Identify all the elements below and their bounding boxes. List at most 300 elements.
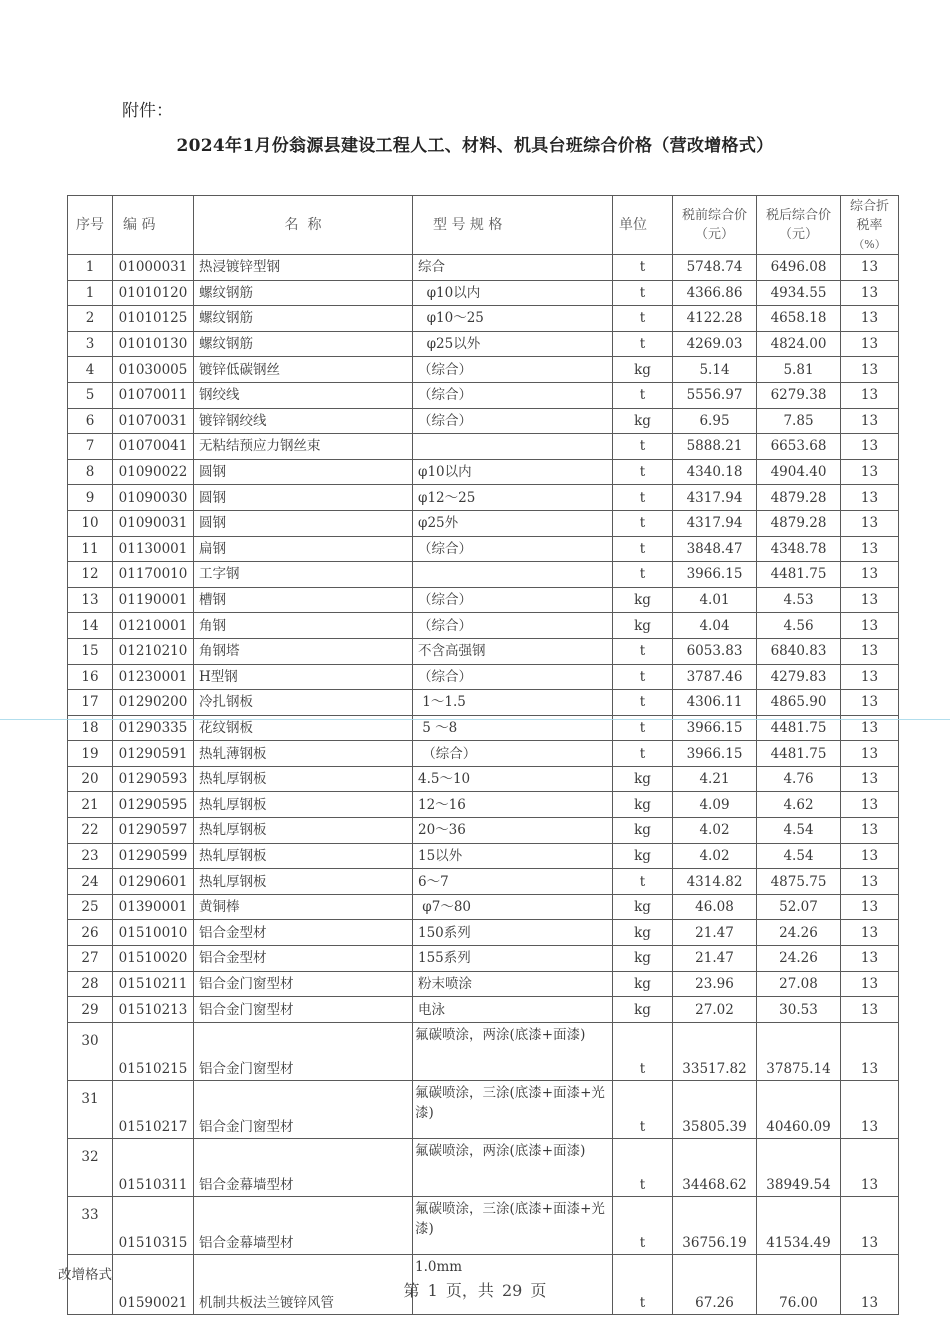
table-row <box>68 434 899 460</box>
row-seq: 16 <box>68 664 113 690</box>
row-pre-tax-price: 5556.97 <box>673 382 757 408</box>
row-spec: （综合） <box>413 741 613 767</box>
table-row <box>68 1080 899 1138</box>
row-pre-tax-price: 4317.94 <box>673 510 757 536</box>
header-seq: 序号 <box>68 196 113 255</box>
row-seq: 26 <box>68 920 113 946</box>
row-seq: 6 <box>68 408 113 434</box>
table-row <box>68 690 899 716</box>
row-post-tax-price: 4934.55 <box>757 280 841 306</box>
row-seq: 9 <box>68 485 113 511</box>
row-unit: t <box>613 382 673 408</box>
row-pre-tax-price: 4.02 <box>673 843 757 869</box>
table-row <box>68 971 899 997</box>
row-spec: 5 ～8 <box>413 715 613 741</box>
row-pre-tax-price: 3787.46 <box>673 664 757 690</box>
row-seq: 8 <box>68 459 113 485</box>
row-seq: 2 <box>68 306 113 332</box>
row-name: 铝合金门窗型材 <box>194 1022 413 1080</box>
row-name: 铝合金幕墙型材 <box>194 1138 413 1196</box>
table-row <box>68 536 899 562</box>
row-unit: kg <box>613 997 673 1023</box>
row-unit: t <box>613 638 673 664</box>
row-seq: 33 <box>68 1196 113 1254</box>
row-name: 热浸镀锌型钢 <box>194 255 413 281</box>
row-unit: t <box>613 1080 673 1138</box>
row-pre-tax-price: 46.08 <box>673 894 757 920</box>
table-row <box>68 562 899 588</box>
row-pre-tax-price: 3966.15 <box>673 741 757 767</box>
row-pre-tax-price: 34468.62 <box>673 1138 757 1196</box>
row-seq: 27 <box>68 946 113 972</box>
document-title: 2024年1月份翁源县建设工程人工、材料、机具台班综合价格（营改增格式） <box>176 136 774 156</box>
row-post-tax-price: 52.07 <box>757 894 841 920</box>
row-unit: t <box>613 459 673 485</box>
header-unit: 单位 <box>613 196 673 255</box>
header-spec: 型 号 规 格 <box>413 196 613 255</box>
row-post-tax-price: 4865.90 <box>757 690 841 716</box>
row-post-tax-price: 4658.18 <box>757 306 841 332</box>
row-spec: 155系列 <box>413 946 613 972</box>
row-post-tax-price: 4.54 <box>757 818 841 844</box>
row-unit: t <box>613 741 673 767</box>
row-seq: 23 <box>68 843 113 869</box>
row-pre-tax-price: 4.04 <box>673 613 757 639</box>
row-post-tax-price: 4481.75 <box>757 741 841 767</box>
row-code: 01090031 <box>113 510 194 536</box>
row-pre-tax-price: 67.26 <box>673 1254 757 1314</box>
row-tax-rate: 13 <box>841 843 899 869</box>
table-row <box>68 485 899 511</box>
row-post-tax-price: 6279.38 <box>757 382 841 408</box>
row-code: 01010130 <box>113 331 194 357</box>
row-code: 01290597 <box>113 818 194 844</box>
row-code: 01510315 <box>113 1196 194 1254</box>
row-tax-rate: 13 <box>841 255 899 281</box>
row-post-tax-price: 4.53 <box>757 587 841 613</box>
row-spec: （综合） <box>413 382 613 408</box>
row-name: 螺纹钢筋 <box>194 280 413 306</box>
row-name: 螺纹钢筋 <box>194 331 413 357</box>
row-post-tax-price: 27.08 <box>757 971 841 997</box>
row-tax-rate: 13 <box>841 920 899 946</box>
row-seq: 29 <box>68 997 113 1023</box>
row-tax-rate: 13 <box>841 613 899 639</box>
table-row <box>68 255 899 281</box>
row-seq: 1 <box>68 280 113 306</box>
table-row <box>68 306 899 332</box>
row-name: 热轧厚钢板 <box>194 766 413 792</box>
row-spec: （综合） <box>413 613 613 639</box>
row-tax-rate: 13 <box>841 946 899 972</box>
row-tax-rate: 13 <box>841 459 899 485</box>
row-post-tax-price: 5.81 <box>757 357 841 383</box>
price-table <box>58 195 899 1315</box>
row-tax-rate: 13 <box>841 434 899 460</box>
row-tax-rate: 13 <box>841 1080 899 1138</box>
row-code: 01030005 <box>113 357 194 383</box>
row-post-tax-price: 4.56 <box>757 613 841 639</box>
table-row <box>68 638 899 664</box>
row-unit: t <box>613 306 673 332</box>
table-row <box>68 587 899 613</box>
row-name: 冷扎钢板 <box>194 690 413 716</box>
row-unit: kg <box>613 894 673 920</box>
row-pre-tax-price: 4269.03 <box>673 331 757 357</box>
row-tax-rate: 13 <box>841 510 899 536</box>
table-row <box>68 408 899 434</box>
row-pre-tax-price: 5.14 <box>673 357 757 383</box>
row-tax-rate: 13 <box>841 690 899 716</box>
row-pre-tax-price: 4.09 <box>673 792 757 818</box>
row-tax-rate: 13 <box>841 587 899 613</box>
row-code: 01510217 <box>113 1080 194 1138</box>
row-tax-rate: 13 <box>841 869 899 895</box>
row-name: 螺纹钢筋 <box>194 306 413 332</box>
row-code: 01070011 <box>113 382 194 408</box>
row-unit: kg <box>613 357 673 383</box>
row-tax-rate: 13 <box>841 1022 899 1080</box>
row-spec: 氟碳喷涂，三涂(底漆+面漆+光漆) <box>413 1196 613 1254</box>
row-spec <box>413 434 613 460</box>
row-seq: 22 <box>68 818 113 844</box>
header-pre-tax-line2: （元） <box>694 227 734 242</box>
table-row <box>68 357 899 383</box>
row-code: 01290593 <box>113 766 194 792</box>
row-post-tax-price: 4481.75 <box>757 562 841 588</box>
row-tax-rate: 13 <box>841 408 899 434</box>
row-code: 01000031 <box>113 255 194 281</box>
row-tax-rate: 13 <box>841 306 899 332</box>
row-code: 01510215 <box>113 1022 194 1080</box>
row-pre-tax-price: 4.01 <box>673 587 757 613</box>
row-spec: φ12～25 <box>413 485 613 511</box>
row-unit: kg <box>613 613 673 639</box>
row-unit: t <box>613 1138 673 1196</box>
row-spec: 电泳 <box>413 997 613 1023</box>
row-name: 圆钢 <box>194 459 413 485</box>
row-code: 01190001 <box>113 587 194 613</box>
row-unit: t <box>613 536 673 562</box>
row-unit: t <box>613 562 673 588</box>
row-code: 01010125 <box>113 306 194 332</box>
table-row <box>68 1022 899 1080</box>
row-code: 01070041 <box>113 434 194 460</box>
row-unit: kg <box>613 408 673 434</box>
row-name: 花纹钢板 <box>194 715 413 741</box>
row-name: 热轧薄钢板 <box>194 741 413 767</box>
row-seq: 12 <box>68 562 113 588</box>
row-pre-tax-price: 6053.83 <box>673 638 757 664</box>
table-row <box>68 280 899 306</box>
row-tax-rate: 13 <box>841 485 899 511</box>
row-pre-tax-price: 5748.74 <box>673 255 757 281</box>
row-tax-rate: 13 <box>841 331 899 357</box>
row-post-tax-price: 6840.83 <box>757 638 841 664</box>
header-rate-line3: （%） <box>853 237 886 251</box>
row-name: 槽钢 <box>194 587 413 613</box>
header-name: 名 称 <box>194 196 413 255</box>
row-post-tax-price: 4875.75 <box>757 869 841 895</box>
row-code: 01290591 <box>113 741 194 767</box>
header-rate <box>841 196 899 255</box>
row-tax-rate: 13 <box>841 357 899 383</box>
row-seq: 11 <box>68 536 113 562</box>
row-tax-rate: 13 <box>841 1138 899 1196</box>
row-tax-rate: 13 <box>841 894 899 920</box>
row-tax-rate: 13 <box>841 536 899 562</box>
row-spec: 15以外 <box>413 843 613 869</box>
table-row <box>68 1138 899 1196</box>
row-spec: 不含高强钢 <box>413 638 613 664</box>
row-code: 01090030 <box>113 485 194 511</box>
row-code: 01130001 <box>113 536 194 562</box>
page-footer: 第 1 页，共 29 页 <box>403 1281 547 1300</box>
row-pre-tax-price: 21.47 <box>673 946 757 972</box>
header-post-tax <box>757 196 841 255</box>
row-unit: kg <box>613 971 673 997</box>
row-post-tax-price: 4.54 <box>757 843 841 869</box>
row-name: 角钢 <box>194 613 413 639</box>
row-unit: kg <box>613 766 673 792</box>
table-row <box>68 382 899 408</box>
row-unit: t <box>613 715 673 741</box>
table-row <box>68 792 899 818</box>
row-spec: 氟碳喷涂，两涂(底漆+面漆) <box>413 1138 613 1196</box>
row-unit: t <box>613 1022 673 1080</box>
row-code: 01010120 <box>113 280 194 306</box>
row-name: 镀锌钢绞线 <box>194 408 413 434</box>
row-unit: t <box>613 280 673 306</box>
row-post-tax-price: 41534.49 <box>757 1196 841 1254</box>
row-unit: t <box>613 869 673 895</box>
row-post-tax-price: 4824.00 <box>757 331 841 357</box>
table-row <box>68 1196 899 1254</box>
row-unit: t <box>613 690 673 716</box>
table-row <box>68 613 899 639</box>
header-rate-line1: 综合折 <box>849 198 889 214</box>
row-spec: 1～1.5 <box>413 690 613 716</box>
row-pre-tax-price: 3966.15 <box>673 562 757 588</box>
row-seq: 31 <box>68 1080 113 1138</box>
row-unit: t <box>613 255 673 281</box>
header-post-tax-line2: （元） <box>778 227 818 242</box>
row-name: 热轧厚钢板 <box>194 843 413 869</box>
row-post-tax-price: 4879.28 <box>757 485 841 511</box>
row-code: 01510213 <box>113 997 194 1023</box>
row-seq: 15 <box>68 638 113 664</box>
row-unit: t <box>613 1196 673 1254</box>
row-name: 铝合金型材 <box>194 946 413 972</box>
row-spec: 氟碳喷涂，三涂(底漆+面漆+光漆) <box>413 1080 613 1138</box>
row-pre-tax-price: 23.96 <box>673 971 757 997</box>
row-code: 01210210 <box>113 638 194 664</box>
table-row <box>68 869 899 895</box>
row-spec: φ25以外 <box>413 331 613 357</box>
row-pre-tax-price: 4314.82 <box>673 869 757 895</box>
row-post-tax-price: 30.53 <box>757 997 841 1023</box>
row-pre-tax-price: 4122.28 <box>673 306 757 332</box>
row-pre-tax-price: 4.02 <box>673 818 757 844</box>
row-seq: 13 <box>68 587 113 613</box>
table-row <box>68 843 899 869</box>
row-name: 铝合金门窗型材 <box>194 1080 413 1138</box>
row-name: 热轧厚钢板 <box>194 792 413 818</box>
row-pre-tax-price: 33517.82 <box>673 1022 757 1080</box>
row-name: 机制共板法兰镀锌风管 <box>194 1254 413 1314</box>
row-pre-tax-price: 35805.39 <box>673 1080 757 1138</box>
row-name: 铝合金门窗型材 <box>194 997 413 1023</box>
row-pre-tax-price: 4.21 <box>673 766 757 792</box>
row-name: H型钢 <box>194 664 413 690</box>
header-code: 编 码 <box>113 196 194 255</box>
row-name: 热轧厚钢板 <box>194 818 413 844</box>
row-code: 01170010 <box>113 562 194 588</box>
row-spec: （综合） <box>413 536 613 562</box>
row-spec: φ7～80 <box>413 894 613 920</box>
row-unit: kg <box>613 843 673 869</box>
row-name: 铝合金门窗型材 <box>194 971 413 997</box>
row-seq: 5 <box>68 382 113 408</box>
row-post-tax-price: 76.00 <box>757 1254 841 1314</box>
row-spec: （综合） <box>413 357 613 383</box>
row-unit: t <box>613 1254 673 1314</box>
row-unit: t <box>613 331 673 357</box>
row-spec: （综合） <box>413 664 613 690</box>
table-header-row <box>68 196 899 255</box>
row-tax-rate: 13 <box>841 280 899 306</box>
row-post-tax-price: 4348.78 <box>757 536 841 562</box>
row-code: 01510020 <box>113 946 194 972</box>
row-name: 热轧厚钢板 <box>194 869 413 895</box>
row-pre-tax-price: 27.02 <box>673 997 757 1023</box>
attachment-label: 附件： <box>122 101 173 121</box>
row-post-tax-price: 4904.40 <box>757 459 841 485</box>
row-name: 黄铜棒 <box>194 894 413 920</box>
row-seq: 19 <box>68 741 113 767</box>
row-seq: 28 <box>68 971 113 997</box>
row-post-tax-price: 24.26 <box>757 946 841 972</box>
row-post-tax-price: 4.76 <box>757 766 841 792</box>
row-seq: 7 <box>68 434 113 460</box>
row-unit: kg <box>613 920 673 946</box>
table-row <box>68 894 899 920</box>
row-seq: 17 <box>68 690 113 716</box>
row-post-tax-price: 40460.09 <box>757 1080 841 1138</box>
row-code: 01510211 <box>113 971 194 997</box>
row-tax-rate: 13 <box>841 715 899 741</box>
row-name: 无粘结预应力钢丝束 <box>194 434 413 460</box>
header-post-tax-line1: 税后综合价 <box>765 208 831 223</box>
row-tax-rate: 13 <box>841 562 899 588</box>
row-pre-tax-price: 4340.18 <box>673 459 757 485</box>
row-name: 扁钢 <box>194 536 413 562</box>
row-tax-rate: 13 <box>841 997 899 1023</box>
row-pre-tax-price: 4306.11 <box>673 690 757 716</box>
table-row <box>68 997 899 1023</box>
row-pre-tax-price: 36756.19 <box>673 1196 757 1254</box>
row-unit: t <box>613 434 673 460</box>
row-name: 铝合金幕墙型材 <box>194 1196 413 1254</box>
row-spec: （综合） <box>413 408 613 434</box>
row-pre-tax-price: 4317.94 <box>673 485 757 511</box>
row-post-tax-price: 6653.68 <box>757 434 841 460</box>
row-seq: 25 <box>68 894 113 920</box>
row-name: 钢绞线 <box>194 382 413 408</box>
row-pre-tax-price: 5888.21 <box>673 434 757 460</box>
header-pre-tax <box>673 196 757 255</box>
row-unit: kg <box>613 946 673 972</box>
row-seq: 4 <box>68 357 113 383</box>
row-unit: t <box>613 510 673 536</box>
row-code: 01070031 <box>113 408 194 434</box>
row-name: 工字钢 <box>194 562 413 588</box>
row-spec: 20～36 <box>413 818 613 844</box>
row-tax-rate: 13 <box>841 382 899 408</box>
row-spec: （综合） <box>413 587 613 613</box>
table-row <box>68 459 899 485</box>
table-row <box>68 331 899 357</box>
row-pre-tax-price: 3848.47 <box>673 536 757 562</box>
table-row <box>68 946 899 972</box>
row-seq: 21 <box>68 792 113 818</box>
row-spec: 150系列 <box>413 920 613 946</box>
row-code: 01090022 <box>113 459 194 485</box>
scan-artifact-line <box>0 719 950 720</box>
row-unit: t <box>613 664 673 690</box>
row-code: 01290200 <box>113 690 194 716</box>
row-post-tax-price: 4279.83 <box>757 664 841 690</box>
row-unit: kg <box>613 792 673 818</box>
row-seq: 30 <box>68 1022 113 1080</box>
table-row <box>68 741 899 767</box>
row-code: 01390001 <box>113 894 194 920</box>
row-seq: 32 <box>68 1138 113 1196</box>
row-tax-rate: 13 <box>841 664 899 690</box>
row-seq: 18 <box>68 715 113 741</box>
row-spec: 综合 <box>413 255 613 281</box>
row-pre-tax-price: 21.47 <box>673 920 757 946</box>
row-code: 01290335 <box>113 715 194 741</box>
row-tax-rate: 13 <box>841 971 899 997</box>
row-tax-rate: 13 <box>841 766 899 792</box>
row-post-tax-price: 6496.08 <box>757 255 841 281</box>
row-tax-rate: 13 <box>841 741 899 767</box>
row-tax-rate: 13 <box>841 1254 899 1314</box>
row-seq: 10 <box>68 510 113 536</box>
row-seq: 24 <box>68 869 113 895</box>
row-seq: 14 <box>68 613 113 639</box>
row-code: 01510311 <box>113 1138 194 1196</box>
table-row <box>68 510 899 536</box>
row-post-tax-price: 38949.54 <box>757 1138 841 1196</box>
row-unit: kg <box>613 587 673 613</box>
header-pre-tax-line1: 税前综合价 <box>681 208 747 223</box>
row-unit: kg <box>613 818 673 844</box>
row-name: 圆钢 <box>194 485 413 511</box>
row-seq: 1 <box>68 255 113 281</box>
row-tax-rate: 13 <box>841 638 899 664</box>
row-spec: 6～7 <box>413 869 613 895</box>
row-tax-rate: 13 <box>841 1196 899 1254</box>
row-code: 01290595 <box>113 792 194 818</box>
row-spec: 4.5～10 <box>413 766 613 792</box>
row-spec: φ25外 <box>413 510 613 536</box>
row-post-tax-price: 4481.75 <box>757 715 841 741</box>
row-code: 01230001 <box>113 664 194 690</box>
row-name: 圆钢 <box>194 510 413 536</box>
row-name: 镀锌低碳钢丝 <box>194 357 413 383</box>
